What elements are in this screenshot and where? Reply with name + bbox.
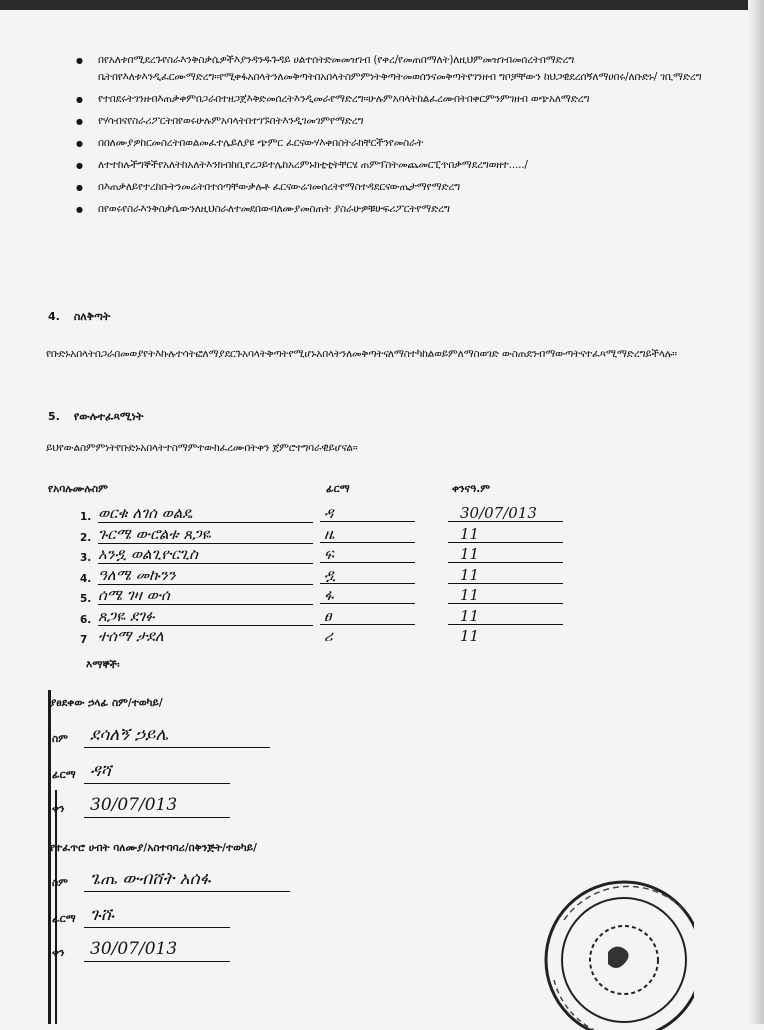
- member-number: 1.: [80, 511, 92, 523]
- margin-line-secondary: [55, 790, 57, 1024]
- member-row: [80, 546, 580, 567]
- duties-list: [72, 52, 752, 223]
- approver-header: ያፀደቀው ኃላፊ ስም/ተወካይ/: [50, 697, 163, 709]
- header-member-name: የአባሉሙሉስም: [48, 483, 108, 495]
- member-row: [80, 567, 580, 588]
- header-date: ቀንናዓ.ም: [452, 483, 491, 495]
- member-signature: ሪ: [324, 627, 333, 645]
- expert-header: የተፈጥሮ ሀብት ባለሙያ/አስተባባሪ/በቅንጅት/ተወካይ/: [50, 842, 257, 854]
- member-date: 11: [460, 627, 480, 645]
- members-table: [80, 505, 580, 649]
- member-date: 11: [448, 526, 563, 543]
- member-name: ተሰማ ታደለ: [98, 628, 164, 645]
- member-row: [80, 628, 580, 649]
- member-number: 5.: [80, 593, 92, 605]
- duty-item: ● በየአለቱበሚደረጉየስራእንቅስቃሴዎችእያንዳንዱጉዳይ ሀልተሰትድመመዝገብ (የቀረ/የመጠበማለት)ለዚህምመዝገብመሰረትበማድረግ ቤትበየእለቱእንዲፈርሙማድረግ።የሚቀፋአበላትንለመቅጣትበአበላትስምምነትቅጣትመወሰንናመቅጣትየገንዘብ ግቦቻቸውን ከህጋዊደረሰኝለማሀበሩ/ለቡድኑ/ ገቢማድረግ: [72, 52, 752, 86]
- section-4-title: ስለቅጣት: [73, 310, 111, 323]
- scan-top-edge: [0, 0, 764, 10]
- member-date: 11: [448, 587, 563, 604]
- expert-date-label: ቀን: [52, 947, 65, 959]
- approver-date-value: 30/07/013: [84, 795, 230, 818]
- member-name: ጉርሜ ውሮልቱ ጸጋዬ: [98, 526, 313, 544]
- approver-signature-label: ፊርማ: [52, 769, 76, 781]
- member-signature: ዜ: [320, 526, 415, 543]
- member-number: 7: [80, 634, 88, 646]
- approver-date-label: ቀን: [52, 803, 65, 815]
- member-date: 11: [448, 608, 563, 625]
- official-stamp-icon: [524, 860, 694, 1030]
- member-row: [80, 526, 580, 547]
- member-name: ዓለሜ መኩንን: [98, 567, 313, 585]
- member-number: 6.: [80, 613, 92, 626]
- section-5-text: ይህየውልስምምነትየቡድኑአበላትተስማምተውከፈረሙበትቀን ጀምሮተግባራዊይሆናል።: [46, 442, 358, 454]
- section-5-title: የውሉተፈጻሚነት: [73, 410, 144, 423]
- duty-item: ● በየወሩየስራእንቅስቃሴውንለዚህስራለተመደበውባለሙያመስጠት ያስራሁዎቹሁፍሪፖርትየማድረግ: [72, 201, 752, 218]
- approver-signature-value: ዳሻ: [84, 761, 230, 784]
- member-row: [80, 608, 580, 629]
- member-name: ጸጋዬ ደገፉ: [98, 608, 313, 626]
- stamp-emblem: [608, 946, 629, 968]
- expert-name-label: ስም: [52, 877, 68, 889]
- margin-line: [48, 690, 51, 1024]
- member-signature: ዷ: [320, 567, 415, 584]
- member-number: 4.: [80, 572, 92, 585]
- member-date: 11: [448, 546, 563, 563]
- member-date: 11: [448, 567, 563, 584]
- section-4-heading: [48, 310, 110, 324]
- member-name: ወርቁ ለገሰ ወልዴ: [98, 505, 313, 523]
- member-row: [80, 587, 580, 608]
- expert-date-value: 30/07/013: [84, 939, 230, 962]
- header-signature: ፊርማ: [326, 483, 350, 495]
- member-number: 3.: [80, 552, 92, 564]
- member-signature: ዳ: [320, 505, 415, 522]
- member-name: ሰሜ ገዛ ውሰ: [98, 587, 313, 605]
- expert-signature-label: ፊርማ: [52, 913, 76, 925]
- section-5-heading: [48, 410, 143, 424]
- approver-name-value: ደሳለኝ ኃይሌ: [84, 725, 270, 748]
- section-4-text: የቡድኑአበላትበጋራበመወያየትእኩሉተሳትፎለማያደርጉአባላትቅጣትየሚሆኑአበላትንለመቅጣትናለማስተካከልወይምለማስወገድ ውስጠደንብማውጣትናተፈጻሚማድረግይችላሉ።: [46, 348, 677, 360]
- duty-item: ● በበለሙያዎከርመስረትበወልመፈተሌይለያዩ ጭምር ፈርናውሃእቀበስትራክቸርችንየመስራት: [72, 135, 752, 152]
- witnesses-label: እማኞች፡: [86, 659, 120, 671]
- member-name: አንዷ ወልጊዮርጊስ: [98, 546, 313, 564]
- section-5-number: 5.: [48, 410, 60, 423]
- duty-item: ● የሃሳብናየስራሪፖርትበየወሩሁሉምአባላትበተገኙበትእንዲገመገምየማድረግ: [72, 113, 752, 130]
- duty-item: ● በእጠቃለይየተረከቡትንመሬትበተሰጣቸውቃሉቶ ፈርናውሬገመሰረትየማስተዳደርናውጤታማየማድረግ: [72, 179, 752, 196]
- approver-name-label: ስም: [52, 733, 68, 745]
- section-4-number: 4.: [48, 310, 60, 323]
- expert-signature-value: ጉሹ: [84, 905, 230, 928]
- member-number: 2.: [80, 531, 92, 544]
- member-signature: ፍ: [320, 546, 415, 563]
- member-date: 30/07/013: [448, 505, 563, 522]
- duty-item: ● የተበደሩትገንዘብእጠቃቀምበጋራበተዘጋጀእቅድመሰረትእንዲመራየማድረግ።ሁሉምአባላትከልፈረሙበትበቀርምንምገዘብ ወጭአለማድረግ: [72, 91, 752, 108]
- member-row: [80, 505, 580, 526]
- member-signature: ፋ: [320, 587, 415, 604]
- expert-name-value: ጌጤ ውብሸት አሰፋ: [84, 869, 290, 892]
- duty-item: ● ለተተከሉችግኞችየአለትከአለትእንክብከቢየረጋይተሌከአረምኑክቲቲትቸርሄ ጠምፕስትመጨመርፒጥበቃማደረግወዘተ...../: [72, 157, 752, 174]
- member-signature: ፀ: [320, 608, 415, 625]
